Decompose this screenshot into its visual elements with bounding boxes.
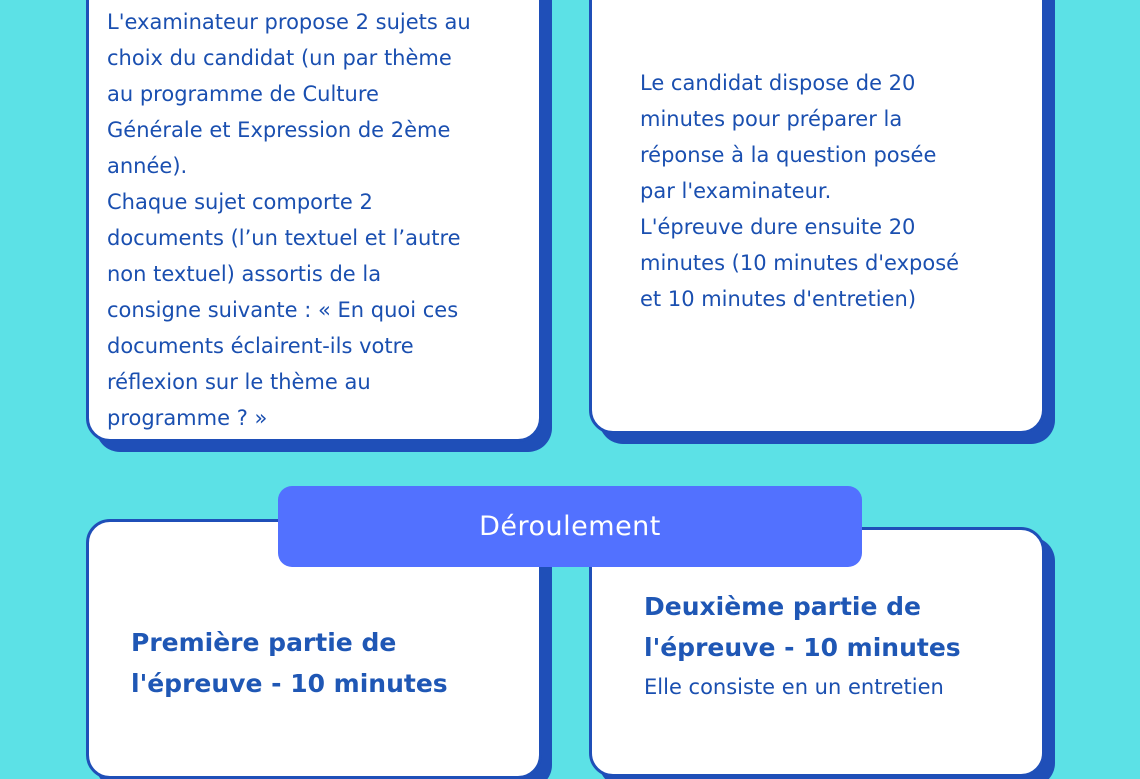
text-line: Le candidat dispose de 20 (640, 71, 916, 95)
text-line: documents (l’un textuel et l’autre (107, 226, 461, 250)
text-line: Générale et Expression de 2ème (107, 118, 451, 142)
section-label-deroulement: Déroulement (278, 486, 862, 567)
text-line: Elle consiste en un entretien (644, 675, 944, 699)
text-line: minutes pour préparer la (640, 107, 903, 131)
text-line: L'épreuve dure ensuite 20 (640, 215, 916, 239)
title-line: l'épreuve - 10 minutes (644, 633, 961, 662)
exam-subjects-text (107, 4, 535, 436)
text-line: année). (107, 154, 188, 178)
text-line: consigne suivante : « En quoi ces (107, 298, 459, 322)
card-exam-subjects (86, 0, 542, 442)
second-part-title (644, 586, 1024, 668)
text-line: L'examinateur propose 2 sujets au (107, 10, 471, 34)
card-preparation-time (589, 0, 1045, 434)
first-part-title (131, 622, 531, 704)
text-line: minutes (10 minutes d'exposé (640, 251, 960, 275)
text-line: Chaque sujet comporte 2 (107, 190, 373, 214)
preparation-time-text (640, 65, 1040, 317)
text-line: au programme de Culture (107, 82, 379, 106)
text-line: réponse à la question posée (640, 143, 937, 167)
title-line: l'épreuve - 10 minutes (131, 669, 448, 698)
text-line: et 10 minutes d'entretien) (640, 287, 917, 311)
text-line: non textuel) assortis de la (107, 262, 382, 286)
text-line: réflexion sur le thème au (107, 370, 371, 394)
text-line: programme ? » (107, 406, 268, 430)
title-line: Première partie de (131, 628, 397, 657)
text-line: choix du candidat (un par thème (107, 46, 452, 70)
text-line: par l'examinateur. (640, 179, 832, 203)
text-line: documents éclairent-ils votre (107, 334, 414, 358)
title-line: Deuxième partie de (644, 592, 921, 621)
